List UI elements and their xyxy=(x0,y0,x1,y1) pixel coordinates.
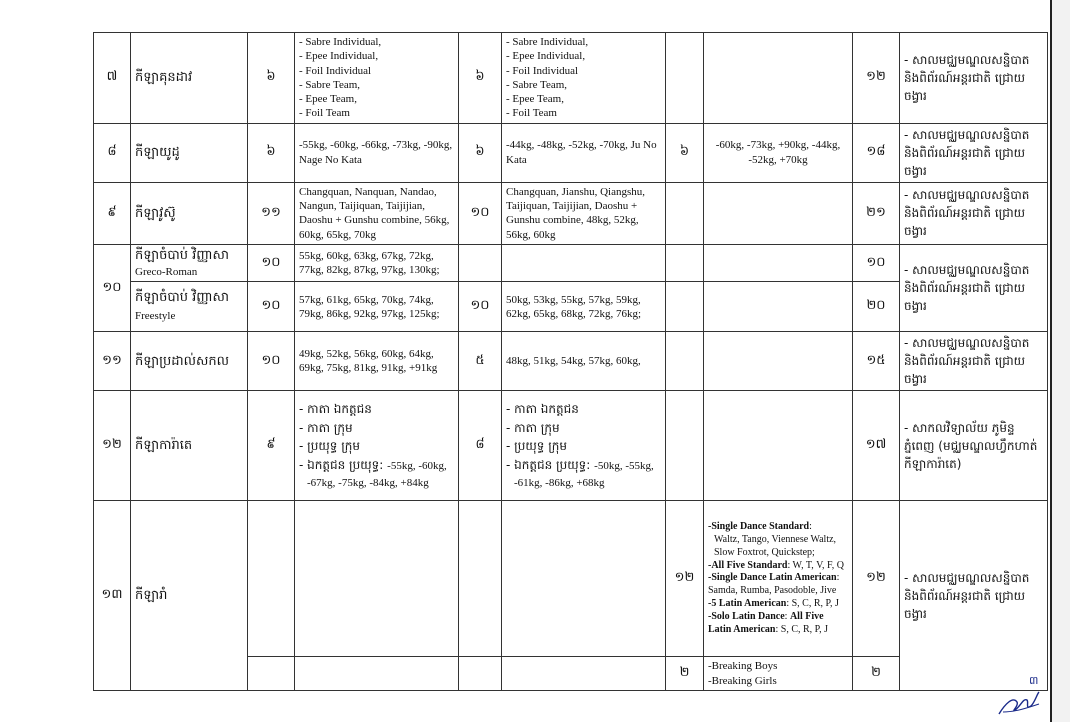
count-mixed: ២ xyxy=(666,657,704,691)
events-women: - Sabre Individual, - Epee Individual, - Foil Individual - Sabre Team, - Epee Team, - Foil Team xyxy=(502,33,666,124)
total-count: ១៥ xyxy=(853,332,900,391)
count-mixed xyxy=(666,332,704,391)
total-count: ១៨ xyxy=(853,123,900,182)
count-women xyxy=(459,501,502,657)
sport-name: កីឡាគុនដាវ xyxy=(131,33,248,124)
count-women: ៨ xyxy=(459,391,502,501)
events-mixed xyxy=(704,244,853,281)
count-women xyxy=(459,657,502,691)
breaking-events: -Breaking Boys -Breaking Girls xyxy=(704,657,853,691)
events-mixed xyxy=(704,182,853,244)
events-men: 49kg, 52kg, 56kg, 60kg, 64kg, 69kg, 75kg, 81kg, 91kg, +91kg xyxy=(295,332,459,391)
row-number: ១៣ xyxy=(94,501,131,691)
page-signature xyxy=(995,674,1043,722)
venue: - សាលមជ្ឈមណ្ឌលសន្និបាត និងពិព័រណ៍អន្តរជាតិ ជ្រោយចង្វារ xyxy=(900,501,1048,691)
events-women xyxy=(502,244,666,281)
sport-name: កីឡាប្រដាល់សកល xyxy=(131,332,248,391)
table-row xyxy=(94,123,1048,182)
total-count: ១២ xyxy=(853,501,900,657)
count-men: ១០ xyxy=(248,244,295,281)
venue: - សាកលវិទ្យាល័យ ភូមិន្ទភ្នំពេញ (មជ្ឈមណ្ឌលហ្វឹកហាត់កីឡាការ៉ាតេ) xyxy=(900,391,1048,501)
total-count: ១២ xyxy=(853,33,900,124)
count-women: ១០ xyxy=(459,182,502,244)
events-table xyxy=(93,32,1048,691)
events-women xyxy=(502,501,666,657)
sport-name-kh: កីឡាចំបាប់ វិញ្ញាសា xyxy=(135,247,230,263)
venue: - សាលមជ្ឈមណ្ឌលសន្និបាត និងពិព័រណ៍អន្តរជាតិ ជ្រោយចង្វារ xyxy=(900,244,1048,331)
count-mixed xyxy=(666,33,704,124)
sport-name-sub: Greco-Roman xyxy=(135,265,198,278)
sport-name-kh: កីឡាចំបាប់ វិញ្ញាសា xyxy=(135,290,230,306)
events-men: 57kg, 61kg, 65kg, 70kg, 74kg, 79kg, 86kg, 92kg, 97kg, 125kg; xyxy=(295,282,459,332)
dance-events: -Single Dance Standard: Waltz, Tango, Viennese Waltz, Slow Foxtrot, Quickstep; -All Five Standard: W, T, V, F, Q -Single Dance Latin American: Samda, Rumba, Pasodoble, Jive -5 Latin American: S, C, R, P, J -Solo Latin Dance: All Five Latin American: S, C, R, P, J xyxy=(704,501,853,657)
count-mixed xyxy=(666,282,704,332)
events-mixed xyxy=(704,391,853,501)
events-women: - កាតា ឯកត្តជន - កាតា ក្រុម - ប្រយុទ្ធ ក្រុម - ឯកត្តជន ប្រយុទ្ធ: -50kg, -55kg, -61kg, -86kg, +68kg xyxy=(502,391,666,501)
count-men xyxy=(248,657,295,691)
events-men xyxy=(295,501,459,657)
events-mixed: -60kg, -73kg, +90kg, -44kg, -52kg, +70kg xyxy=(704,123,853,182)
events-men: Changquan, Nanquan, Nandao, Nangun, Taijiquan, Taijijian, Daoshu + Gunshu combine, 56kg, 60kg, 65kg, 70kg xyxy=(295,182,459,244)
table-row xyxy=(94,33,1048,124)
count-mixed xyxy=(666,391,704,501)
count-women: ១០ xyxy=(459,282,502,332)
events-women: 50kg, 53kg, 55kg, 57kg, 59kg, 62kg, 65kg, 68kg, 72kg, 76kg; xyxy=(502,282,666,332)
row-number: ១០ xyxy=(94,244,131,331)
total-count: ២ xyxy=(853,657,900,691)
row-number: ១១ xyxy=(94,332,131,391)
events-women xyxy=(502,657,666,691)
events-men: -55kg, -60kg, -66kg, -73kg, -90kg, Nage No Kata xyxy=(295,123,459,182)
venue: - សាលមជ្ឈមណ្ឌលសន្និបាត និងពិព័រណ៍អន្តរជាតិ ជ្រោយចង្វារ xyxy=(900,182,1048,244)
sport-name: កីឡាយូដូ xyxy=(131,123,248,182)
events-mixed xyxy=(704,33,853,124)
total-count: ១០ xyxy=(853,244,900,281)
sport-name xyxy=(131,282,248,332)
count-men: ៦ xyxy=(248,123,295,182)
events-women: -44kg, -48kg, -52kg, -70kg, Ju No Kata xyxy=(502,123,666,182)
count-men: ១០ xyxy=(248,332,295,391)
sport-name: កីឡាការ៉ាតេ xyxy=(131,391,248,501)
sport-name xyxy=(131,244,248,281)
table-row xyxy=(94,244,1048,281)
count-women: ៦ xyxy=(459,123,502,182)
count-mixed: ៦ xyxy=(666,123,704,182)
row-number: ១២ xyxy=(94,391,131,501)
total-count: ២០ xyxy=(853,282,900,332)
table-row xyxy=(94,332,1048,391)
venue: - សាលមជ្ឈមណ្ឌលសន្និបាត និងពិព័រណ៍អន្តរជាតិ ជ្រោយចង្វារ xyxy=(900,332,1048,391)
count-mixed xyxy=(666,244,704,281)
count-men: ៦ xyxy=(248,33,295,124)
sport-name-sub: Freestyle xyxy=(135,309,176,322)
events-men: - កាតា ឯកត្តជន - កាតា ក្រុម - ប្រយុទ្ធ ក្រុម - ឯកត្តជន ប្រយុទ្ធ: -55kg, -60kg, -67kg, -75kg, -84kg, +84kg xyxy=(295,391,459,501)
table-row xyxy=(94,501,1048,657)
count-men: ១១ xyxy=(248,182,295,244)
events-men: 55kg, 60kg, 63kg, 67kg, 72kg, 77kg, 82kg, 87kg, 97kg, 130kg; xyxy=(295,244,459,281)
sport-name: កីឡាវូស៊ូ xyxy=(131,182,248,244)
events-women: 48kg, 51kg, 54kg, 57kg, 60kg, xyxy=(502,332,666,391)
page-number: ៣ xyxy=(1029,674,1039,687)
row-number: ៩ xyxy=(94,182,131,244)
venue: - សាលមជ្ឈមណ្ឌលសន្និបាត និងពិព័រណ៍អន្តរជាតិ ជ្រោយចង្វារ xyxy=(900,123,1048,182)
row-number: ៧ xyxy=(94,33,131,124)
events-men xyxy=(295,657,459,691)
total-count: ១៧ xyxy=(853,391,900,501)
count-women: ៥ xyxy=(459,332,502,391)
count-men: ៩ xyxy=(248,391,295,501)
row-number: ៨ xyxy=(94,123,131,182)
count-mixed xyxy=(666,182,704,244)
table-row xyxy=(94,182,1048,244)
count-mixed: ១២ xyxy=(666,501,704,657)
events-women: Changquan, Jianshu, Qiangshu, Taijiquan, Taijijian, Daoshu + Gunshu combine, 48kg, 52kg, 56kg, 60kg xyxy=(502,182,666,244)
venue: - សាលមជ្ឈមណ្ឌលសន្និបាត និងពិព័រណ៍អន្តរជាតិ ជ្រោយចង្វារ xyxy=(900,33,1048,124)
table-row xyxy=(94,391,1048,501)
page-edge xyxy=(1050,0,1070,722)
events-mixed xyxy=(704,282,853,332)
events-men: - Sabre Individual, - Epee Individual, - Foil Individual - Sabre Team, - Epee Team, - Foil Team xyxy=(295,33,459,124)
sport-name: កីឡារាំ xyxy=(131,501,248,691)
count-women xyxy=(459,244,502,281)
count-men xyxy=(248,501,295,657)
count-men: ១០ xyxy=(248,282,295,332)
events-mixed xyxy=(704,332,853,391)
count-women: ៦ xyxy=(459,33,502,124)
total-count: ២១ xyxy=(853,182,900,244)
